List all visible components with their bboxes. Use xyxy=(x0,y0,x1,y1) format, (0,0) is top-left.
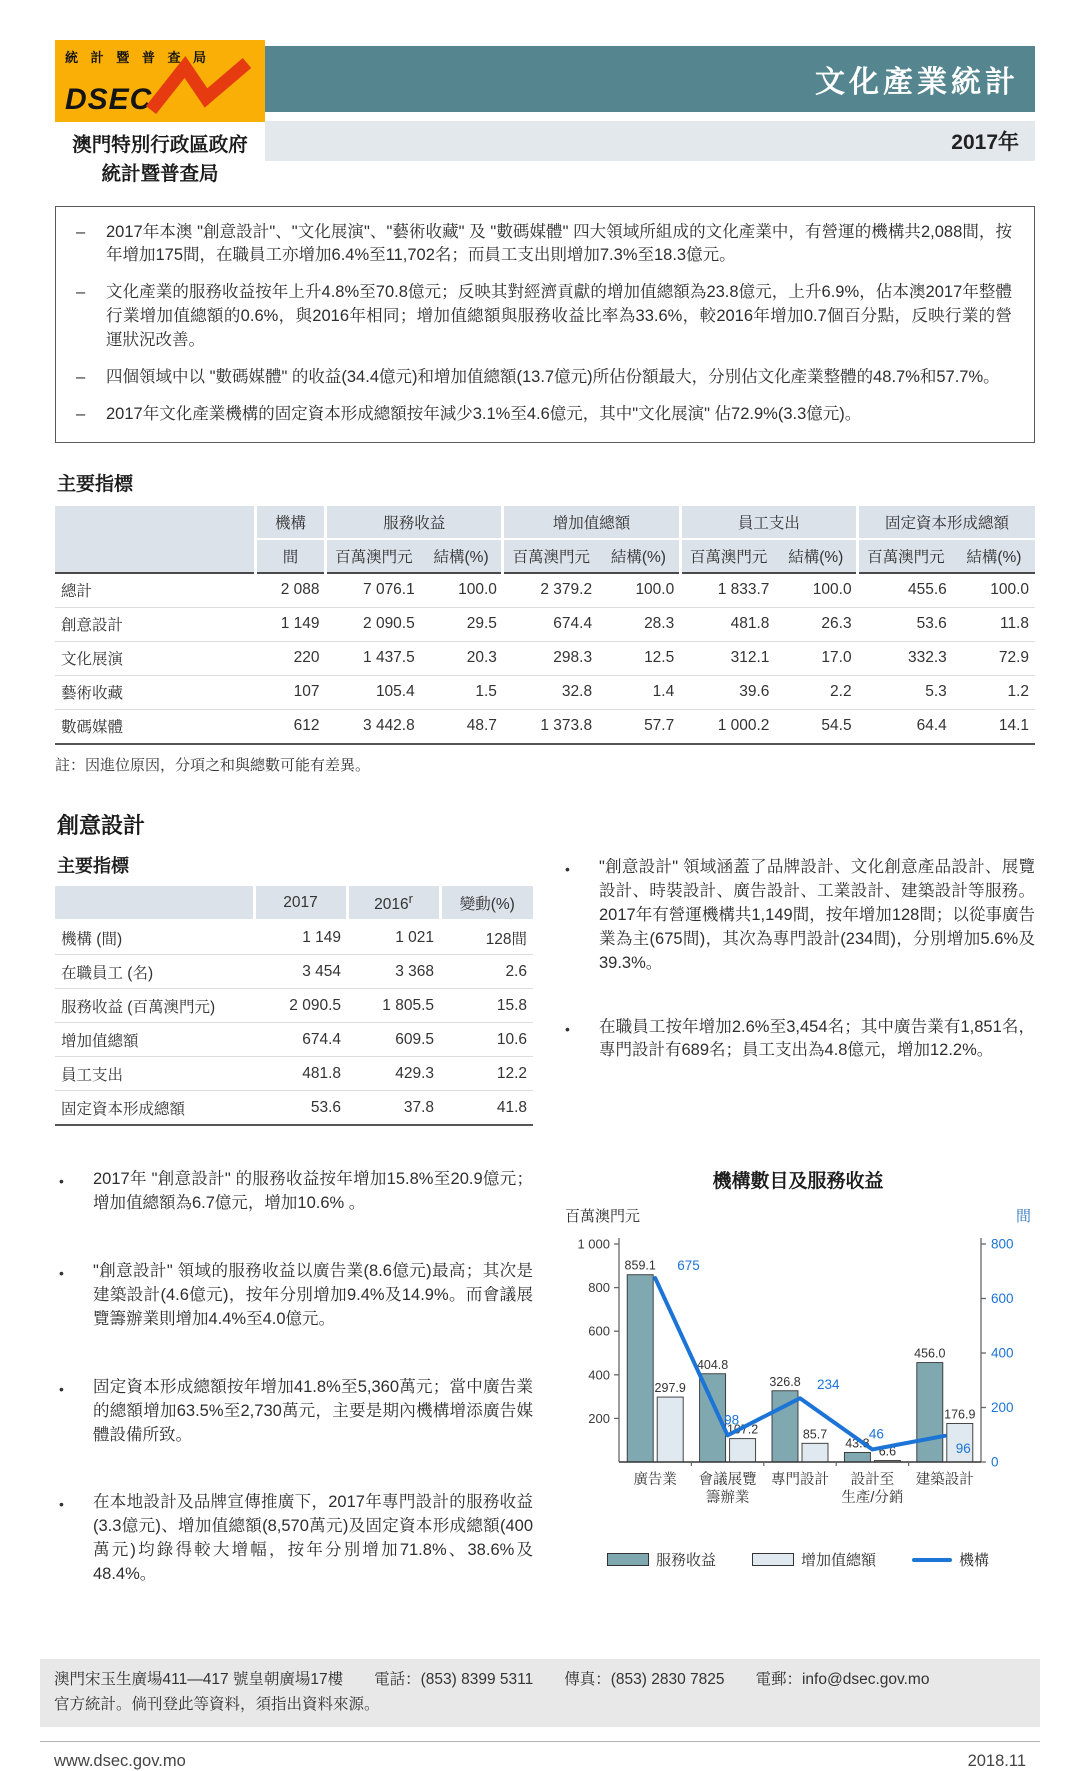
cell-value: 2 379.2 xyxy=(503,573,598,608)
bullet-glyph: • xyxy=(565,860,570,877)
table-row xyxy=(55,1091,533,1126)
bullet-glyph: – xyxy=(76,405,86,424)
bar-value-label: 326.8 xyxy=(769,1374,801,1389)
cell-value: 32.8 xyxy=(503,675,598,709)
col-2017-label: 2017 xyxy=(283,893,318,911)
line-value-label: 234 xyxy=(817,1377,840,1393)
legend-item xyxy=(607,1549,716,1570)
table-row xyxy=(55,709,1035,744)
logo-acronym: DSEC xyxy=(65,83,153,116)
cell-value: 220 xyxy=(255,641,325,675)
cell-value: 1 149 xyxy=(255,607,325,641)
creative-indicators-table xyxy=(55,886,533,1126)
creative-left-bullets xyxy=(55,1164,533,1631)
cell-value: 53.6 xyxy=(254,1091,347,1126)
cell-value: 107 xyxy=(255,675,325,709)
bullet-glyph: – xyxy=(76,368,86,387)
bar-value-label: 6.6 xyxy=(878,1444,897,1459)
cell-value: 1.5 xyxy=(421,675,503,709)
col-2017 xyxy=(254,886,347,920)
row-label: 機構 (間) xyxy=(55,920,254,955)
table-row xyxy=(55,920,533,955)
cell-value: 105.4 xyxy=(326,675,421,709)
bullet-item xyxy=(55,1260,533,1332)
cell-value: 37.8 xyxy=(347,1091,440,1126)
report-year: 2017年 xyxy=(265,121,1035,161)
bar-service-revenue xyxy=(627,1275,653,1462)
row-label: 文化展演 xyxy=(55,641,255,675)
cell-value: 11.8 xyxy=(953,607,1035,641)
bullet-item xyxy=(70,221,1012,269)
cell-value: 100.0 xyxy=(775,573,857,608)
header-empty-cell xyxy=(55,886,254,920)
cell-value: 2 090.5 xyxy=(254,989,347,1023)
footer-contact: 澳門宋玉生廣場411—417 號皇朝廣場17樓 電話：(853) 8399 5311 傳真：(853) 2830 7825 電郵：info@dsec.gov.mo xyxy=(54,1671,930,1689)
cell-value: 1 805.5 xyxy=(347,989,440,1023)
legend-bar-swatch xyxy=(607,1553,649,1566)
col-2016-label: 2016 xyxy=(374,896,409,914)
cell-value: 298.3 xyxy=(503,641,598,675)
cell-value: 674.4 xyxy=(503,607,598,641)
table-group-header-row xyxy=(55,506,1035,539)
bullet-item xyxy=(55,1376,533,1448)
bar-value-label: 176.9 xyxy=(944,1407,976,1422)
cell-value: 29.5 xyxy=(421,607,503,641)
row-label: 藝術收藏 xyxy=(55,675,255,709)
col-group-gross-value-added: 增加值總額 xyxy=(503,506,680,539)
cell-value: 1 437.5 xyxy=(326,641,421,675)
row-label: 增加值總額 xyxy=(55,1023,254,1057)
page-header xyxy=(55,40,1035,190)
cell-value: 41.8 xyxy=(440,1091,533,1126)
table-footnote: 註：因進位原因，分項之和與總數可能有差異。 xyxy=(55,756,371,774)
footer-bottom-row xyxy=(40,1741,1040,1771)
bullet-text: 2017年本澳 "創意設計"、"文化展演"、"藝術收藏" 及 "數碼媒體" 四大領域所組成的文化產業中，有營運的機構共2,088間，按年增加175間，在職員工亦增加6.4%至11,702名；而員工支出則增加7.3%至18.3億元。 xyxy=(106,222,1012,265)
dsec-logo-block xyxy=(55,40,265,190)
table-row xyxy=(55,989,533,1023)
cell-value: 332.3 xyxy=(858,641,953,675)
chart-column xyxy=(561,1164,1035,1631)
line-value-label: 46 xyxy=(868,1426,884,1442)
bullet-text: 2017年 "創意設計" 的服務收益按年增加15.8%至20.9億元；增加值總額為6.7億元，增加10.6% 。 xyxy=(93,1170,533,1213)
cell-value: 2.6 xyxy=(440,955,533,989)
bullet-glyph: • xyxy=(59,1173,64,1190)
chart-legend xyxy=(561,1549,1035,1570)
logo-bureau-name: 統 計 暨 普 查 局 xyxy=(65,50,211,65)
bar-value-label: 297.9 xyxy=(654,1381,686,1396)
bar-value-label: 107.2 xyxy=(726,1422,759,1437)
cell-value: 2.2 xyxy=(775,675,857,709)
government-line1: 澳門特別行政區政府 xyxy=(72,134,248,156)
category-label: 建築設計 xyxy=(915,1472,974,1489)
cell-value: 20.3 xyxy=(421,641,503,675)
cell-value: 1 021 xyxy=(347,920,440,955)
legend-item xyxy=(912,1549,989,1570)
bullet-glyph: • xyxy=(59,1264,64,1281)
legend-label: 服務收益 xyxy=(655,1552,716,1570)
bullet-text: 在本地設計及品牌宣傳推廣下，2017年專門設計的服務收益(3.3億元)、增加值總額(8,570萬元)及固定資本形成總額(400萬元)均錄得較大增幅，按年分別增加71.8%、38.6%及48.4%。 xyxy=(93,1493,533,1584)
row-label: 在職員工 (名) xyxy=(55,955,254,989)
left-axis-tick-label: 200 xyxy=(588,1411,610,1427)
bullet-glyph: – xyxy=(76,283,86,302)
bullet-item xyxy=(561,856,1035,976)
bullet-item xyxy=(70,281,1012,353)
cell-value: 5.3 xyxy=(858,675,953,709)
col-group-fixed-capital: 固定資本形成總額 xyxy=(858,506,1035,539)
col-2016 xyxy=(347,886,440,920)
right-axis-tick-label: 400 xyxy=(991,1345,1014,1361)
creative-upper-region xyxy=(55,852,1035,1126)
bullet-item xyxy=(70,366,1012,390)
right-axis-tick-label: 800 xyxy=(991,1236,1014,1252)
line-value-label: 675 xyxy=(677,1258,700,1274)
bar-value-label: 456.0 xyxy=(914,1346,946,1361)
bullet-item xyxy=(561,1016,1035,1064)
category-label: 會議展覽 xyxy=(698,1472,757,1489)
cell-value: 10.6 xyxy=(440,1023,533,1057)
left-axis-tick-label: 1 000 xyxy=(577,1236,610,1252)
cell-value: 2 088 xyxy=(255,573,325,608)
subheader-structure: 結構(%) xyxy=(421,539,503,573)
subheader-mop: 百萬澳門元 xyxy=(326,539,421,573)
bullet-text: 固定資本形成總額按年增加41.8%至5,360萬元；當中廣告業的總額增加63.5%至2,730萬元，主要是期內機構增添廣告媒體設備所致。 xyxy=(93,1377,533,1444)
cell-value: 1 149 xyxy=(254,920,347,955)
category-label: 廣告業 xyxy=(633,1472,677,1489)
legend-line-swatch xyxy=(912,1558,952,1562)
col-group-establishments: 機構 xyxy=(255,506,325,539)
category-label: 籌辦業 xyxy=(705,1490,750,1507)
table-row xyxy=(55,1023,533,1057)
cell-value: 481.8 xyxy=(254,1057,347,1091)
cell-value: 14.1 xyxy=(953,709,1035,744)
subheader-structure: 結構(%) xyxy=(775,539,857,573)
cell-value: 100.0 xyxy=(598,573,680,608)
subheader-mop: 百萬澳門元 xyxy=(858,539,953,573)
cell-value: 100.0 xyxy=(421,573,503,608)
chart-title: 機構數目及服務收益 xyxy=(712,1171,884,1193)
subheader-structure: 結構(%) xyxy=(598,539,680,573)
category-label: 生產/分銷 xyxy=(841,1490,904,1507)
cell-value: 53.6 xyxy=(858,607,953,641)
legend-label: 機構 xyxy=(959,1552,990,1570)
cell-value: 609.5 xyxy=(347,1023,440,1057)
right-axis-tick-label: 0 xyxy=(991,1454,999,1470)
row-label: 固定資本形成總額 xyxy=(55,1091,254,1126)
category-label: 設計至 xyxy=(850,1472,895,1489)
cell-value: 3 442.8 xyxy=(326,709,421,744)
cell-value: 128間 xyxy=(440,920,533,955)
bullet-item xyxy=(55,1491,533,1587)
chart-axis-units xyxy=(561,1205,1035,1226)
report-title: 文化產業統計 xyxy=(265,46,1035,112)
table-row xyxy=(55,641,1035,675)
cell-value: 28.3 xyxy=(598,607,680,641)
cell-value: 455.6 xyxy=(858,573,953,608)
cell-value: 3 368 xyxy=(347,955,440,989)
bar-value-label: 85.7 xyxy=(802,1427,828,1442)
cell-value: 2 090.5 xyxy=(326,607,421,641)
cell-value: 12.5 xyxy=(598,641,680,675)
bar-gross-value-added xyxy=(657,1397,683,1462)
table-header-row xyxy=(55,886,533,920)
cell-value: 312.1 xyxy=(680,641,775,675)
category-label: 專門設計 xyxy=(771,1472,829,1489)
bar-gross-value-added xyxy=(730,1439,756,1462)
footer-issue-date: 2018.11 xyxy=(967,1751,1026,1770)
bullet-text: "創意設計" 領域的服務收益以廣告業(8.6億元)最高；其次是建築設計(4.6億元)，按年分別增加9.4%及14.9%。而會議展覽籌辦業則增加4.4%至4.0億元。 xyxy=(93,1261,533,1328)
summary-box xyxy=(55,206,1035,443)
cell-value: 15.8 xyxy=(440,989,533,1023)
bullet-glyph: – xyxy=(76,222,86,241)
government-name xyxy=(55,131,265,190)
bullet-item xyxy=(55,1168,533,1216)
creative-right-bullets xyxy=(561,852,1035,1126)
right-axis-tick-label: 600 xyxy=(991,1291,1014,1307)
cell-value: 57.7 xyxy=(598,709,680,744)
row-label: 創意設計 xyxy=(55,607,255,641)
table-row xyxy=(55,675,1035,709)
subheader-mop: 百萬澳門元 xyxy=(503,539,598,573)
table-row xyxy=(55,573,1035,608)
col-change-label: 變動(%) xyxy=(459,895,515,913)
bullet-text: 在職員工按年增加2.6%至3,454名；其中廣告業有1,851名，專門設計有689名；員工支出為4.8億元，增加12.2%。 xyxy=(599,1017,1035,1060)
cell-value: 72.9 xyxy=(953,641,1035,675)
dsec-zigzag-icon xyxy=(143,60,261,119)
bullet-text: 文化產業的服務收益按年上升4.8%至70.8億元；反映其對經濟貢獻的增加值總額為23.8億元，上升6.9%，佔本澳2017年整體行業增加值總額的0.6%，與2016年相同；增加值總額與服務收益比率為33.6%，較2016年增加0.7個百分點，反映行業的營運狀況改善。 xyxy=(106,283,1012,350)
line-value-label: 98 xyxy=(724,1412,740,1428)
cell-value: 64.4 xyxy=(858,709,953,744)
bullet-glyph: • xyxy=(59,1380,64,1397)
cell-value: 54.5 xyxy=(775,709,857,744)
col-change xyxy=(440,886,533,920)
cell-value: 612 xyxy=(255,709,325,744)
right-axis-tick-label: 200 xyxy=(991,1400,1014,1416)
bullet-text: 2017年文化產業機構的固定資本形成總額按年減少3.1%至4.6億元，其中"文化展演" 佔72.9%(3.3億元)。 xyxy=(106,405,862,424)
legend-label: 增加值總額 xyxy=(800,1552,876,1570)
left-axis-tick-label: 800 xyxy=(588,1280,610,1296)
cell-value: 48.7 xyxy=(421,709,503,744)
cell-value: 1 000.2 xyxy=(680,709,775,744)
cell-value: 100.0 xyxy=(953,573,1035,608)
cell-value: 17.0 xyxy=(775,641,857,675)
row-label: 總計 xyxy=(55,573,255,608)
line-value-label: 96 xyxy=(955,1440,971,1456)
subheader-structure: 結構(%) xyxy=(953,539,1035,573)
subheader-mop: 百萬澳門元 xyxy=(680,539,775,573)
main-indicators-heading: 主要指標 xyxy=(57,473,134,495)
cell-value: 1.2 xyxy=(953,675,1035,709)
revised-marker: r xyxy=(408,890,413,906)
bullet-text: 四個領域中以 "數碼媒體" 的收益(34.4億元)和增加值總額(13.7億元)所佔份額最大，分別佔文化產業整體的48.7%和57.7%。 xyxy=(106,368,1000,387)
bar-value-label: 43.8 xyxy=(845,1436,870,1451)
left-axis-tick-label: 600 xyxy=(588,1323,610,1339)
main-indicators-table xyxy=(55,506,1035,745)
bar-service-revenue xyxy=(844,1453,870,1463)
cell-value: 1 833.7 xyxy=(680,573,775,608)
cell-value: 26.3 xyxy=(775,607,857,641)
cell-value: 39.6 xyxy=(680,675,775,709)
government-line2: 統計暨普查局 xyxy=(101,163,219,186)
right-axis-unit: 間 xyxy=(1015,1208,1031,1226)
footer-notice: 官方統計。倘刊登此等資料，須指出資料來源。 xyxy=(54,1695,380,1713)
cell-value: 429.3 xyxy=(347,1057,440,1091)
row-label: 數碼媒體 xyxy=(55,709,255,744)
creative-design-heading: 創意設計 xyxy=(57,812,146,838)
cell-value: 674.4 xyxy=(254,1023,347,1057)
bar-value-label: 404.8 xyxy=(696,1357,729,1372)
row-label: 服務收益 (百萬澳門元) xyxy=(55,989,254,1023)
left-axis-tick-label: 400 xyxy=(588,1367,610,1383)
cell-value: 3 454 xyxy=(254,955,347,989)
chart-canvas xyxy=(561,1228,1035,1530)
creative-indicators-heading: 主要指標 xyxy=(57,855,129,876)
title-banners xyxy=(265,40,1035,161)
col-group-service-receipts: 服務收益 xyxy=(326,506,503,539)
bullet-glyph: • xyxy=(59,1496,64,1513)
table-row xyxy=(55,607,1035,641)
bar-service-revenue xyxy=(917,1363,943,1462)
legend-item xyxy=(752,1549,876,1570)
table-row xyxy=(55,1057,533,1091)
dsec-logo xyxy=(55,40,265,122)
creative-lower-region xyxy=(55,1164,1035,1631)
bullet-glyph: • xyxy=(565,1020,570,1037)
col-group-staff-expenses: 員工支出 xyxy=(680,506,857,539)
cell-value: 1 373.8 xyxy=(503,709,598,744)
cell-value: 7 076.1 xyxy=(326,573,421,608)
header-empty-cell xyxy=(55,506,255,573)
cell-value: 481.8 xyxy=(680,607,775,641)
bar-gross-value-added xyxy=(802,1443,828,1462)
subheader-unit: 間 xyxy=(255,539,325,573)
footer-website: www.dsec.gov.mo xyxy=(54,1751,186,1770)
bullet-text: "創意設計" 領域涵蓋了品牌設計、文化創意產品設計、展覽設計、時裝設計、廣告設計、工業設計、建築設計等服務。2017年有營運機構共1,149間，按年增加128間；以從事廣告業為主(675間)，其次為專門設計(234間)，分別增加5.6%及39.3%。 xyxy=(599,857,1035,972)
creative-table-column xyxy=(55,852,533,1126)
cell-value: 1.4 xyxy=(598,675,680,709)
legend-bar-swatch xyxy=(752,1553,794,1566)
footer-contact-box xyxy=(40,1659,1040,1727)
table-row xyxy=(55,955,533,989)
row-label: 員工支出 xyxy=(55,1057,254,1091)
cell-value: 12.2 xyxy=(440,1057,533,1091)
bullet-item xyxy=(70,403,1012,427)
left-axis-unit: 百萬澳門元 xyxy=(565,1208,641,1226)
bar-value-label: 859.1 xyxy=(624,1258,656,1273)
